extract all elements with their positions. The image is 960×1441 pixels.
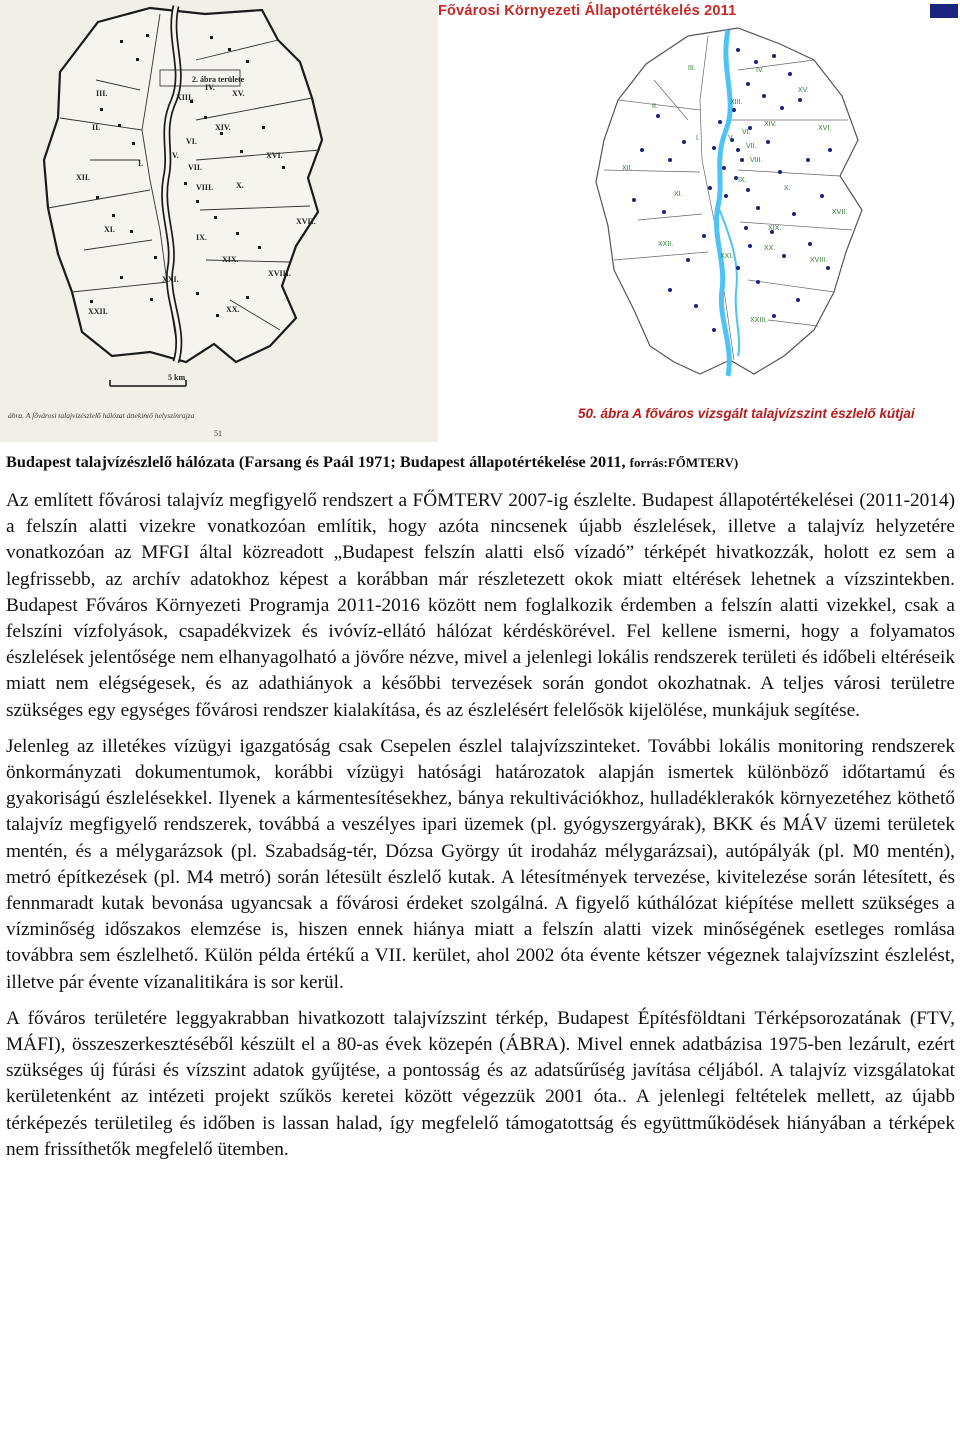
paragraph: Jelenleg az illetékes vízügyi igazgatóság csak Csepelen észlel talajvízszinteket. További lokális monitoring rendszerek önkormányzati dokumentumok, korábbi vízügyi hatósági határozatok alapján ismertek különböző időtartamú és gyakoriságú észlelésekkel. Ilyenek a kármentesítésekhez, bánya rekultivációkhoz, hulladéklerakók környezetéhez köthető talajvíz megfigyelő rendszerek, továbbá a veszélyes ipari üzemek (pl. gyógyszergyárak), BKK és MÁV üzemi területek mentén, és a mélygarázsok (pl. Szabadság-tér, Dózsa György út irodaház mélygarázsai), autópályák (pl. M0 mentén), metró építkezések (pl. M4 metró) során létesült észlelő kutak. A létesítmények tervezése, kivitelezése során létesített, és fennmaradt kutak bevonása ugyancsak a fővárosi érdeket szolgálná. A figyelő kúthálózat kiépítése mellett szükséges a vízminőség időszakos elemzése is, hiszen ennek hiánya miatt a felszín alatti vizek minőségének esetleges romlása továbbra sem észlelhető. Külön példa értékű a VII. kerület, ahol 2002 óta évente kétszer végeznek talajvízszint észlelést, illetve pár évente vízanalitikára is sor kerül. [6,735,955,993]
assessment-map-caption: 50. ábra A főváros vizsgált talajvízszint észlelő kútjai [578,406,915,421]
scale-bar [110,373,186,386]
label-VIII: VIII. [750,157,763,164]
label-XVI: XVI. [818,125,832,132]
hist-label-XXI: XXI. [162,275,179,284]
label-IX: IX. [738,177,747,184]
hist-label-V: V. [172,151,179,160]
figure-caption [6,452,956,472]
historical-well-network-map [0,0,438,442]
hist-label-XIII: XIII. [176,93,194,102]
assessment-header-text: Fővárosi Környezeti Állapotértékelés 2011 [438,3,737,19]
label-II: II. [652,103,658,110]
label-XIV: XIV. [764,121,777,128]
label-V: V. [728,135,734,142]
hist-label-II: II. [92,123,101,132]
hist-label-XV: XV. [232,89,245,98]
hist-label-XIX: XIX. [222,255,239,264]
map-figures [0,0,960,442]
label-XVIII: XVIII. [810,257,828,264]
label-XX: XX. [764,245,776,252]
hist-label-VIII: VIII. [196,183,214,192]
label-XIX: XIX. [768,225,782,232]
hist-label-XIV: XIV. [215,123,231,132]
historical-map-caption: ábra. A fővárosi talajvízészlelő hálózat áttekintő helyszínrajza [8,411,195,420]
figure-caption-main: Budapest talajvízészlelő hálózata (Farsang és Paál 1971; Budapest állapotértékelése 2011, [6,452,630,471]
budapest-boundary [44,8,322,362]
hist-label-VII: VII. [188,163,203,172]
label-XXI: XXI. [720,253,734,260]
label-XV: XV. [798,87,809,94]
hist-label-XX: XX. [226,305,240,314]
hist-label-XVII: XVII. [296,217,316,226]
body-text [6,488,955,1173]
hist-label-XI: XI. [104,225,115,234]
assessment-map-drawing [438,0,960,442]
label-XIII: XIII. [730,99,743,106]
historical-map-drawing [0,0,438,442]
label-IV: IV. [756,67,764,74]
label-VII: VII. [746,143,757,150]
hist-label-XXII: XXII. [88,307,108,316]
hist-label-III: III. [96,89,108,98]
label-XXIII: XXIII. [750,317,768,324]
label-XXII: XXII. [658,241,674,248]
label-XII: XII. [622,165,633,172]
label-XI: XI. [674,191,683,198]
label-III: III. [688,65,696,72]
historical-page-number: 51 [214,429,222,438]
hist-label-IX: IX. [196,233,207,242]
label-I: I. [696,135,700,142]
hist-label-VI: VI. [186,137,197,146]
label-X: X. [784,185,791,192]
paragraph: A főváros területére leggyakrabban hivatkozott talajvízszint térkép, Budapest Építésföldtani Térképsorozatának (FTV, MÁFI), összeszerkesztéséből készült el a 80-as évek közepén (ÁBRA). Mivel ennek adatbázisa 1975-ben lezárult, ezért szükséges új fúrási és vízszint adatok gyűjtése, a pontosság és az adatsűrűség javítása céljából. A talajvíz vizsgálatokat kerületenként az intézeti projekt szűkös keretei között végezzük 2001 óta.. A jelenlegi feltételek mellett, az újabb térképezés területileg és időben is lassan halad, így megfelelő támogatottság és együttműködések hiányában a térképek nem frissíthetők megfelelő ütemben. [6,1007,955,1160]
hist-label-IV: IV. [205,83,215,92]
hist-label-XVI: XVI. [266,151,283,160]
inset-label: 2. ábra területe [192,75,245,84]
figure-caption-source: forrás:FŐMTERV) [629,455,739,470]
hist-label-XII: XII. [76,173,91,182]
label-VI: VI. [742,129,751,136]
paragraph: Az említett fővárosi talajvíz megfigyelő rendszert a FŐMTERV 2007-ig észlelte. Budapest állapotértékelései (2011-2014) a felszín alatti vizekre vonatkozóan említik, hogy azóta nincsenek újabb észlelések, illetve a talajvíz helyzetére vonatkozóan az MFGI által közreadott „Budapest felszín alatti első vízadó” térképét hivatkozzák, holott ez sem a legfrissebb, az archív adatokhoz képest a korábban már részletezett okok miatt eltérések lehetnek a vízszintekben. Budapest Főváros Környezeti Programja 2011-2016 között nem foglalkozik érdemben a felszín alatti vizekkel, csak a felszíni vízfolyások, csapadékvizek és ivóvíz-ellátó hálózat kérdéskörével. Fel kellene ismerni, hogy a folyamatos észlelések jelentősége nem elhanyagolható a jövőre nézve, mivel a jelenlegi lokális rendszerek területi és időbeli eltéréseik miatt nem elégségesek, és az adathiányok a későbbi tervezések során gondot okozhatnak. A teljes városi területre szükséges egy egységes fővárosi rendszer kialakítása, és az észlelésért felelősök kijelölése, munkájuk segítése. [6,490,955,721]
scale-label: 5 km [168,373,186,382]
assessment-2011-map [438,0,960,442]
hist-label-I: I. [138,159,144,168]
hist-label-XVIII: XVIII. [268,269,291,278]
label-XVII: XVII. [832,209,848,216]
hist-label-X: X. [236,181,244,190]
